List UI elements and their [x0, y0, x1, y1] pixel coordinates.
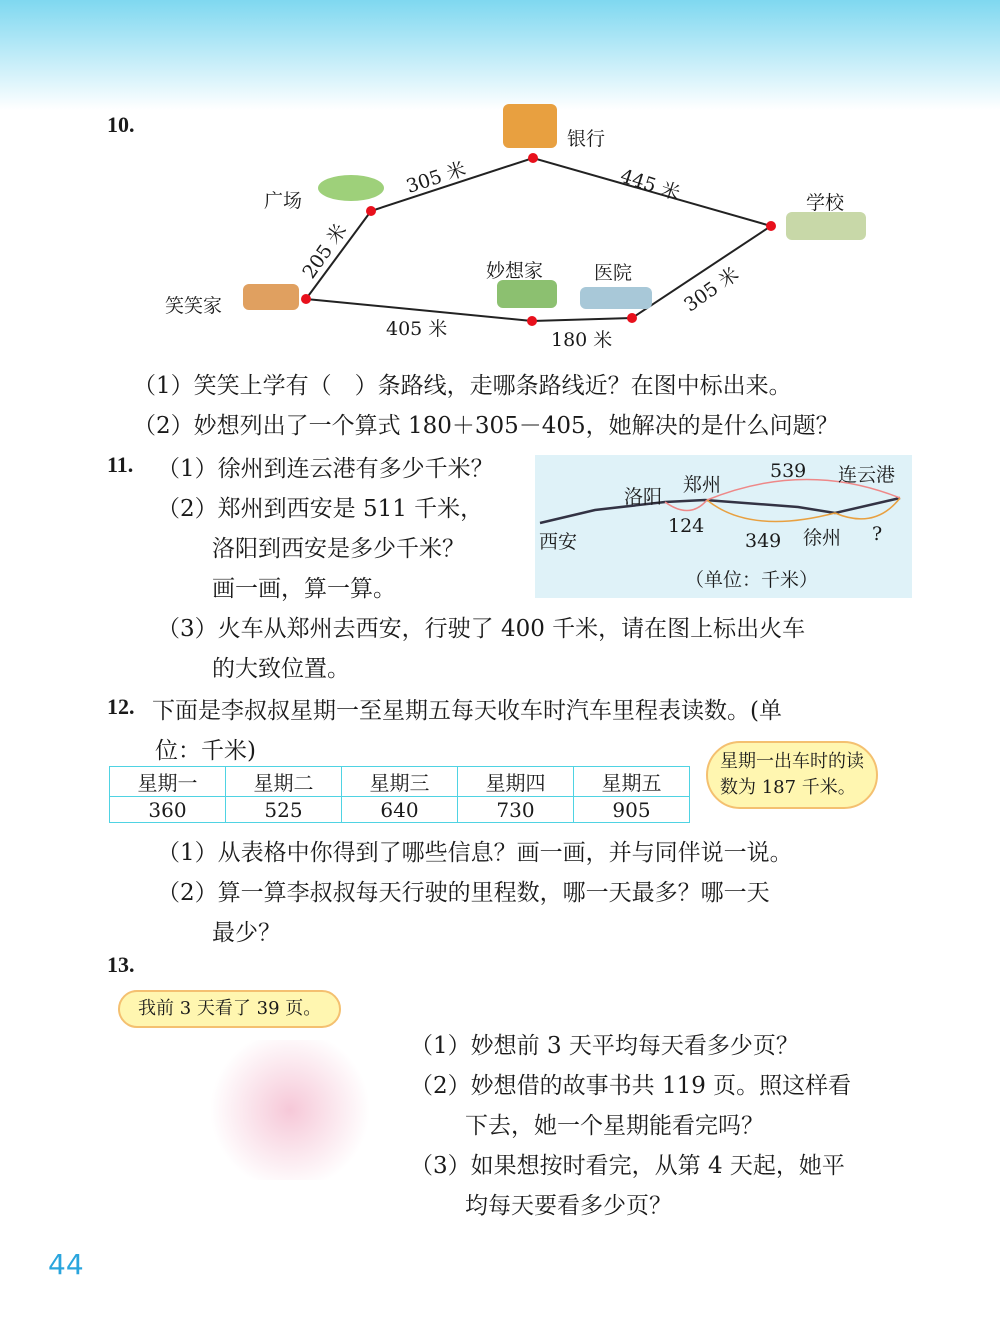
dist-124: 124: [668, 515, 705, 537]
label-square: 广场: [264, 190, 303, 212]
girl-reading-illustration: [200, 1040, 380, 1180]
th-tue: 星期二: [226, 767, 342, 797]
q13-part2-cont: 下去，她一个星期能看完吗？: [465, 1113, 764, 1139]
page-number: 44: [48, 1248, 84, 1281]
dist-unknown: ?: [872, 523, 883, 545]
railway-map: [535, 455, 912, 598]
q11-part3-cont: 的大致位置。: [212, 656, 350, 682]
bubble-text: 我前 3 天看了 39 页。: [138, 998, 322, 1019]
q11-number: 11.: [107, 452, 134, 477]
house-icon: [243, 284, 299, 310]
q12-text: 下面是李叔叔星期一至星期五每天收车时汽车里程表读数。(单: [152, 698, 782, 724]
map-zhengzhou: 郑州: [683, 474, 722, 496]
label-miaoxiang: 妙想家: [486, 260, 544, 282]
map-unit: （单位：千米）: [685, 569, 819, 591]
map-lianyungang: 连云港: [838, 464, 896, 486]
td-thu: 730: [458, 797, 574, 823]
q13-part3-cont: 均每天要看多少页？: [465, 1193, 672, 1219]
label-bank: 银行: [567, 128, 606, 150]
dist-miaoxiang-hospital: 180 米: [551, 329, 613, 351]
miaoxiang-house-icon: [497, 280, 557, 308]
bank-icon: [503, 104, 557, 148]
th-mon: 星期一: [110, 767, 226, 797]
q11-part2-cont: 洛阳到西安是多少千米？: [212, 536, 465, 562]
q12-part2-cont: 最少？: [212, 920, 281, 946]
q11-part1: （1）徐州到连云港有多少千米？: [157, 456, 494, 482]
dist-539: 539: [770, 460, 807, 482]
map-xian: 西安: [539, 531, 578, 553]
q11-part3: （3）火车从郑州去西安，行驶了 400 千米，请在图上标出火车: [157, 616, 806, 642]
th-thu: 星期四: [458, 767, 574, 797]
th-wed: 星期三: [342, 767, 458, 797]
hospital-icon: [580, 287, 652, 309]
q13-number: 13.: [107, 952, 135, 977]
dist-school-hospital: 305 米: [680, 263, 743, 317]
q13-part3: （3）如果想按时看完，从第 4 天起，她平: [410, 1153, 845, 1179]
label-school: 学校: [806, 192, 845, 214]
map-xuzhou: 徐州: [803, 527, 842, 549]
q11-part2: （2）郑州到西安是 511 千米，: [157, 496, 484, 522]
map-luoyang: 洛阳: [624, 486, 663, 508]
td-mon: 360: [110, 797, 226, 823]
q12-number: 12.: [107, 694, 135, 719]
bubble-line1: 星期一出车时的读: [720, 751, 864, 772]
q10-part1: （1）笑笑上学有（ ）条路线，走哪条路线近？在图中标出来。: [133, 373, 792, 399]
school-icon: [786, 212, 866, 240]
q12-text-cont: 位：千米): [155, 738, 256, 764]
q13-part1: （1）妙想前 3 天平均每天看多少页？: [410, 1033, 799, 1059]
q12-part2: （2）算一算李叔叔每天行驶的里程数，哪一天最多？哪一天: [157, 880, 770, 906]
td-tue: 525: [226, 797, 342, 823]
q13-part2: （2）妙想借的故事书共 119 页。照这样看: [410, 1073, 852, 1099]
odometer-table: [109, 766, 690, 823]
speech-bubble: [118, 990, 341, 1028]
td-fri: 905: [574, 797, 690, 823]
fountain-icon: [318, 175, 384, 201]
label-home: 笑笑家: [165, 295, 223, 317]
th-fri: 星期五: [574, 767, 690, 797]
td-wed: 640: [342, 797, 458, 823]
dist-home-square: 205 米: [298, 219, 352, 283]
dist-349: 349: [745, 530, 782, 552]
label-hospital: 医院: [594, 262, 633, 284]
dist-bank-school: 445 米: [617, 164, 683, 205]
dist-square-bank: 305 米: [403, 157, 469, 198]
q12-part1: （1）从表格中你得到了哪些信息？画一画，并与同伴说一说。: [157, 840, 793, 866]
q10-part2: （2）妙想列出了一个算式 180＋305－405，她解决的是什么问题？: [133, 413, 839, 439]
dist-home-miaoxiang: 405 米: [386, 318, 448, 340]
thought-bubble: [706, 741, 878, 809]
bubble-line2: 数为 187 千米。: [720, 777, 856, 798]
q11-part2-cont2: 画一画，算一算。: [212, 576, 396, 602]
q10-number: 10.: [107, 112, 135, 137]
